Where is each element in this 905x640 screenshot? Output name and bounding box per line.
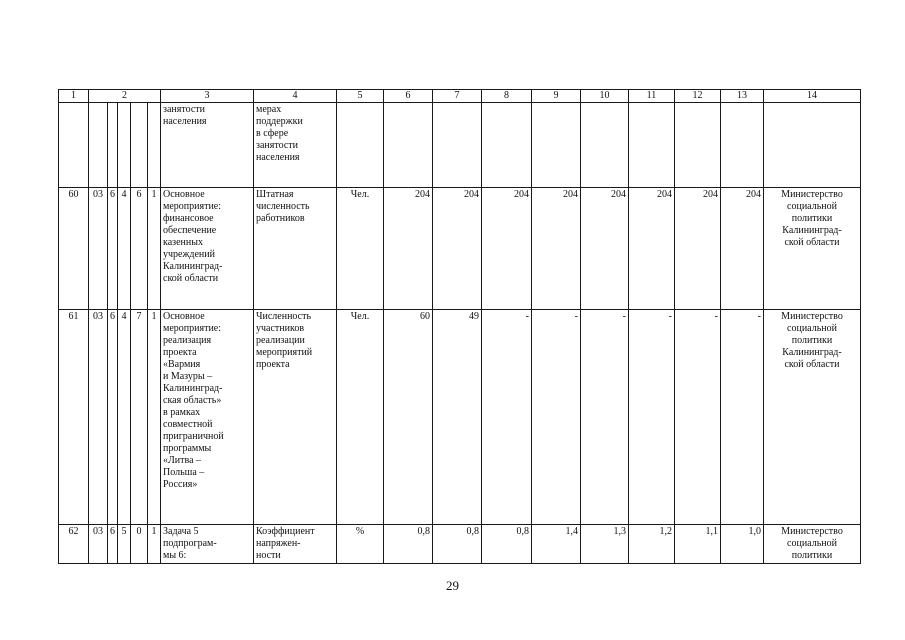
code-cell: 4 [118, 310, 131, 525]
value-cell: - [721, 310, 764, 525]
column-header-13: 13 [721, 90, 764, 103]
code-cell: 1 [148, 310, 161, 525]
column-header-11: 11 [629, 90, 675, 103]
code-cell: 6 [108, 525, 118, 564]
code-cell: 6 [108, 310, 118, 525]
column-header-4: 4 [254, 90, 337, 103]
value-cell: 1,3 [581, 525, 629, 564]
value-cell: 60 [384, 310, 433, 525]
code-cell: 1 [148, 525, 161, 564]
value-cell: 1,4 [532, 525, 581, 564]
value-cell: 49 [433, 310, 482, 525]
value-cell: 204 [629, 188, 675, 310]
column-header-7: 7 [433, 90, 482, 103]
value-cell [384, 103, 433, 188]
responsible-org-cell [764, 103, 861, 188]
column-header-3: 3 [161, 90, 254, 103]
code-cell: 03 [89, 525, 108, 564]
document-page [58, 89, 860, 564]
column-header-6: 6 [384, 90, 433, 103]
event-name-cell: Основное мероприятие: реализация проекта «Вармия и Мазуры – Калинингpад- ская область» в рамках совместной приграничной программы «Литва – Польша – Россия» [161, 310, 254, 525]
indicator-cell: Штатная численность работников [254, 188, 337, 310]
value-cell [581, 103, 629, 188]
value-cell: 1,0 [721, 525, 764, 564]
value-cell [433, 103, 482, 188]
code-cell: 03 [89, 310, 108, 525]
column-header-5: 5 [337, 90, 384, 103]
event-name-cell: Основное мероприятие: финансовое обеспечение казенных учреждений Калининград- ской области [161, 188, 254, 310]
row-number-cell: 60 [59, 188, 89, 310]
code-cell: 6 [108, 188, 118, 310]
value-cell: 0,8 [384, 525, 433, 564]
column-header-9: 9 [532, 90, 581, 103]
value-cell: 204 [384, 188, 433, 310]
row-number-cell [59, 103, 89, 188]
value-cell: 204 [433, 188, 482, 310]
column-header-10: 10 [581, 90, 629, 103]
table-row [59, 525, 861, 564]
code-cell [108, 103, 118, 188]
value-cell: 204 [581, 188, 629, 310]
value-cell: - [532, 310, 581, 525]
column-header-14: 14 [764, 90, 861, 103]
indicators-table [58, 89, 861, 564]
value-cell [629, 103, 675, 188]
row-number-cell: 61 [59, 310, 89, 525]
code-cell: 0 [131, 525, 148, 564]
unit-cell [337, 103, 384, 188]
page-number: 29 [446, 578, 459, 593]
value-cell: - [675, 310, 721, 525]
table-row [59, 188, 861, 310]
value-cell: - [581, 310, 629, 525]
code-cell: 03 [89, 188, 108, 310]
value-cell [721, 103, 764, 188]
code-cell [148, 103, 161, 188]
value-cell: 204 [532, 188, 581, 310]
value-cell: 1,1 [675, 525, 721, 564]
column-header-12: 12 [675, 90, 721, 103]
unit-cell: Чел. [337, 310, 384, 525]
event-name-cell: Задача 5 подпрограм- мы 6: [161, 525, 254, 564]
code-cell [131, 103, 148, 188]
value-cell: 1,2 [629, 525, 675, 564]
indicator-cell: Коэффициент напряжен- ности [254, 525, 337, 564]
unit-cell: Чел. [337, 188, 384, 310]
value-cell: - [482, 310, 532, 525]
value-cell [675, 103, 721, 188]
value-cell [532, 103, 581, 188]
value-cell: 204 [482, 188, 532, 310]
indicator-cell: Численность участников реализации мероприятий проекта [254, 310, 337, 525]
value-cell: 0,8 [433, 525, 482, 564]
table-row [59, 310, 861, 525]
column-header-2: 2 [89, 90, 161, 103]
value-cell: - [629, 310, 675, 525]
event-name-cell: занятости населения [161, 103, 254, 188]
code-cell: 7 [131, 310, 148, 525]
column-header-1: 1 [59, 90, 89, 103]
column-header-8: 8 [482, 90, 532, 103]
code-cell: 6 [131, 188, 148, 310]
column-header-row [59, 90, 861, 103]
value-cell [482, 103, 532, 188]
code-cell: 1 [148, 188, 161, 310]
value-cell: 204 [675, 188, 721, 310]
row-number-cell: 62 [59, 525, 89, 564]
code-cell: 5 [118, 525, 131, 564]
code-cell: 4 [118, 188, 131, 310]
responsible-org-cell: Министерство социальной политики Калининград- ской области [764, 310, 861, 525]
unit-cell: % [337, 525, 384, 564]
code-cell [89, 103, 108, 188]
value-cell: 204 [721, 188, 764, 310]
code-cell [118, 103, 131, 188]
value-cell: 0,8 [482, 525, 532, 564]
responsible-org-cell: Министерство социальной политики Калининград- ской области [764, 188, 861, 310]
table-row [59, 103, 861, 188]
indicator-cell: мерах поддержки в сфере занятости населения [254, 103, 337, 188]
responsible-org-cell: Министерство социальной политики [764, 525, 861, 564]
